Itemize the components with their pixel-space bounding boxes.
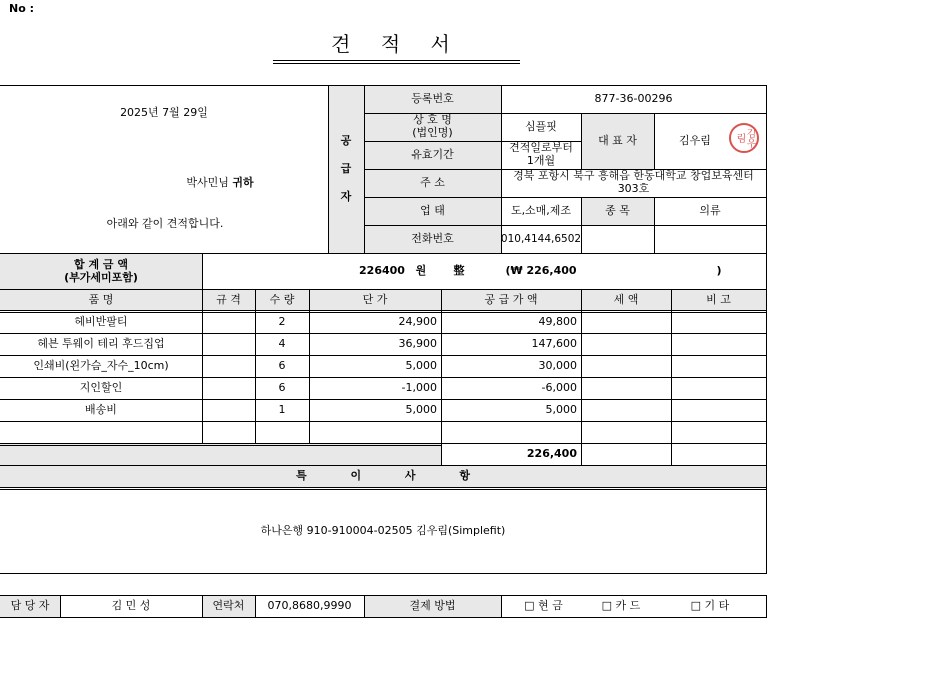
item-unit-price: 5,000 — [405, 403, 437, 417]
item-supply: 30,000 — [538, 359, 577, 373]
contact-number: 070,8680,9990 — [267, 599, 352, 613]
category-label: 종 목 — [605, 203, 630, 217]
payment-cash-checkbox[interactable]: □ 현 금 — [524, 599, 563, 613]
subtotal-amount: 226,400 — [526, 447, 577, 461]
item-unit-price — [309, 422, 441, 443]
payment-label: 결제 방법 — [409, 599, 456, 613]
item-spec — [202, 356, 255, 377]
document-title: 견 적 서 — [331, 32, 462, 56]
item-note — [671, 422, 766, 443]
item-spec — [202, 378, 255, 399]
item-qty — [255, 422, 309, 443]
item-tax — [581, 334, 671, 355]
item-supply: 49,800 — [538, 315, 577, 329]
phone: 010,4144,6502 — [500, 232, 582, 245]
item-note — [671, 400, 766, 421]
item-name: 인쇄비(왼가슴_자수_10cm) — [33, 359, 169, 373]
item-qty: 2 — [278, 315, 286, 329]
validity-label: 유효기간 — [411, 147, 454, 161]
item-qty: 6 — [278, 359, 286, 373]
item-supply: 5,000 — [545, 403, 577, 417]
address: 경북 포항시 북구 흥해읍 한동대학교 창업보육센터 303호 — [513, 169, 754, 195]
col-header-qty: 수 량 — [269, 292, 295, 306]
company-label: 상 호 명 (법인명) — [412, 113, 453, 139]
payment-card-checkbox[interactable]: □ 카 드 — [601, 599, 641, 613]
item-spec — [202, 312, 255, 333]
quote-statement: 아래와 같이 견적합니다. — [106, 216, 224, 230]
item-note — [671, 378, 766, 399]
seal-text: 김우림 — [734, 128, 755, 148]
item-unit-price: 5,000 — [405, 359, 437, 373]
category: 의류 — [699, 203, 721, 217]
item-spec — [202, 334, 255, 355]
title-underline — [273, 63, 520, 64]
remarks-label: 특 이 사 항 — [296, 468, 470, 482]
item-name: 헤븐 투웨이 테리 후드집업 — [37, 337, 165, 351]
quote-date: 2025년 7월 29일 — [120, 105, 208, 119]
customer-name: 박사민님 — [186, 175, 229, 189]
total-amount-paren: (₩ 226,400 — [505, 263, 577, 277]
col-header-note: 비 고 — [706, 292, 731, 306]
total-label: 합 계 금 액 (부가세미포함) — [64, 257, 138, 284]
item-note — [671, 334, 766, 355]
item-tax — [581, 400, 671, 421]
validity: 견적일로부터 1개월 — [509, 141, 573, 167]
business-label: 업 태 — [420, 203, 445, 217]
item-tax — [581, 378, 671, 399]
customer-name-line — [120, 172, 320, 194]
seal-stamp — [729, 123, 759, 153]
item-supply: -6,000 — [541, 381, 577, 395]
title-underline — [273, 60, 520, 61]
item-name: 지인할인 — [79, 381, 123, 395]
payment-other-checkbox[interactable]: □ 기 타 — [690, 599, 730, 613]
company-name: 심플핏 — [525, 119, 557, 133]
item-supply: 147,600 — [531, 337, 577, 351]
supplier-label-char: 공 — [340, 133, 352, 147]
contact-label: 연락처 — [212, 599, 245, 613]
number-label: No : — [9, 2, 34, 15]
item-supply — [441, 422, 581, 443]
honorific: 귀하 — [232, 175, 254, 189]
item-unit-price: 24,900 — [398, 315, 437, 329]
phone-label: 전화번호 — [411, 231, 454, 245]
item-name: 배송비 — [85, 403, 117, 417]
reg-no-label: 등록번호 — [411, 91, 454, 105]
item-unit-price: 36,900 — [398, 337, 437, 351]
ceo-label: 대 표 자 — [598, 133, 637, 147]
col-header-name: 품 명 — [88, 292, 114, 306]
ceo-name: 김우림 — [679, 133, 711, 147]
whole-label: 整 — [453, 263, 465, 277]
item-name — [0, 422, 202, 443]
item-spec — [202, 400, 255, 421]
col-header-supply: 공 급 가 액 — [484, 292, 538, 306]
item-note — [671, 312, 766, 333]
manager-label: 담 당 자 — [10, 599, 50, 613]
item-tax — [581, 422, 671, 443]
col-header-spec: 규 격 — [216, 292, 241, 306]
close-paren: ) — [716, 263, 722, 277]
subtotal-label-bg — [0, 444, 441, 465]
supplier-label-char: 자 — [340, 189, 352, 203]
item-qty: 4 — [278, 337, 286, 351]
item-qty: 1 — [278, 403, 286, 417]
manager-name: 김 민 성 — [111, 599, 151, 613]
won-label: 원 — [415, 263, 427, 277]
item-tax — [581, 312, 671, 333]
remarks-text: 하나은행 910-910004-02505 김우림(Simplefit) — [260, 524, 506, 538]
item-qty: 6 — [278, 381, 286, 395]
item-note — [671, 356, 766, 377]
reg-no: 877-36-00296 — [594, 91, 673, 105]
item-name: 헤비반팔티 — [74, 315, 128, 329]
item-tax — [581, 356, 671, 377]
supplier-label-char: 급 — [340, 161, 352, 175]
col-header-unit-price: 단 가 — [362, 292, 388, 306]
item-spec — [202, 422, 255, 443]
item-unit-price: -1,000 — [401, 381, 437, 395]
col-header-tax: 세 액 — [613, 292, 639, 306]
address-label: 주 소 — [420, 175, 445, 189]
business: 도,소매,제조 — [510, 203, 572, 217]
total-amount: 226400 — [359, 263, 405, 277]
